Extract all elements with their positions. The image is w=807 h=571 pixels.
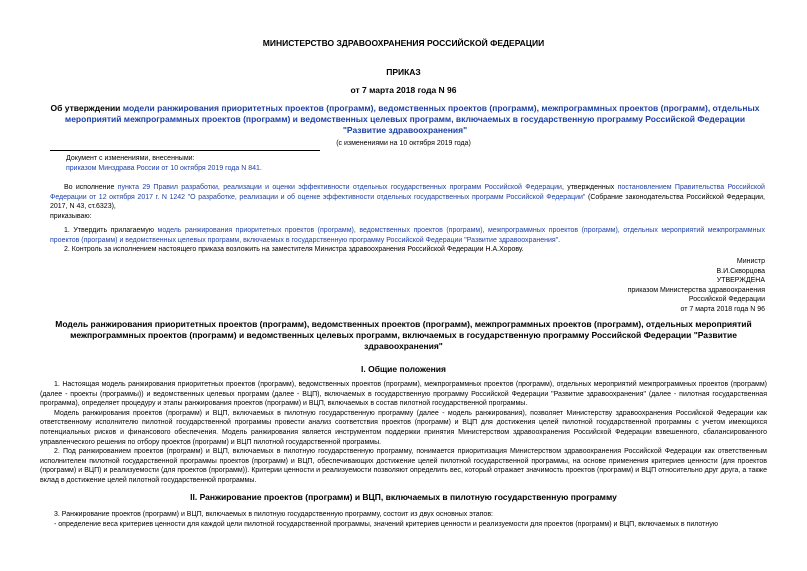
section2-body <box>40 510 767 529</box>
ministry-title: МИНИСТЕРСТВО ЗДРАВООХРАНЕНИЯ РОССИЙСКОЙ ФЕДЕРАЦИИ <box>262 38 545 48</box>
signature-role: Министр <box>736 258 765 265</box>
preamble-decree-link[interactable]: постановлением Правительства Российской Федерации от 12 октября 2017 г. N 1242 "О разработке, реализации и об оценке эффективности отдельных государственных программ Российской Федерации" <box>50 184 765 201</box>
heading-link[interactable]: модели ранжирования приоритетных проектов (программ), ведомственных проектов (программ), межпрограммных проектов (программ), отдельных мероприятий межпрограммных проектов (программ) и ведомственных целевых программ, включаемых в государственную программу Российской Федерации "Развитие здравоохранения" <box>64 103 760 135</box>
signature-block <box>515 257 765 315</box>
section1-body <box>40 380 767 486</box>
section1-paragraph-1: 1. Настоящая модель ранжирования приоритетных проектов (программ), ведомственных проектов (программ), межпрограммных проектов (программ), отдельных мероприятий межпрограммных проектов (программ) (далее - проекты (программы)) и ведомственных целевых программ (далее - ВЦП), включаемых в государственную программу Российской Федерации "Развитие здравоохранения" (далее - пилотная государственная программа), определяет процедуру и этапы ранжирования проектов (программ) и ВЦП, включаемых в состав пилотной государственной программы. <box>40 381 767 408</box>
preamble <box>50 183 765 221</box>
approved-by-3: от 7 марта 2018 года N 96 <box>680 305 765 313</box>
preamble-text-3: (Собрание законодательства Российской Федерации, 2017, N 43, ст.6323), <box>50 193 766 211</box>
section1-paragraph-3: 2. Под ранжированием проектов (программ) и ВЦП, включаемых в пилотную государственную программу, понимается приоритизация Министерством здравоохранения Российской Федерации как ответственным исполнителем пилотной государственной программы проектов (программ) и ВЦП, обеспечивающих достижение целей пилотной государственной программы, на основе применения критериев ценности (для проектов (программ) и ВЦП) и реализуемости (для проектов (программ)). Критерии ценности и реализуемости позволяют определить вес, который отражает значимость проектов (программ) и ВЦП относительно друг друга, а также вклад в достижение целей пилотной государственной программы. <box>40 448 767 484</box>
item1-model-link[interactable]: модель ранжирования приоритетных проектов (программ), ведомственных проектов (программ), межпрограммных проектов (программ), отдельных мероприятий межпрограммных проектов (программ) и ведомственных целевых программ, включаемых в государственную программу Российской Федерации "Развитие здравоохранения" <box>50 227 765 244</box>
section2-title: II. Ранжирование проектов (программ) и ВЦП, включаемых в пилотную государственную программу <box>190 492 617 502</box>
signature-name: В.И.Скворцова <box>716 267 765 275</box>
approved-label: УТВЕРЖДЕНА <box>716 277 765 285</box>
section2-paragraph-1: 3. Ранжирование проектов (программ) и ВЦП, включаемых в пилотную государственную программу, состоит из двух основных этапов: <box>54 511 493 518</box>
changes-note: (с изменениями на 10 октября 2019 года) <box>336 140 471 147</box>
item1-suffix: . <box>558 236 561 244</box>
docnote-amendment-link[interactable]: приказом Минздрава России от 10 октября 2019 года N 841. <box>66 164 262 172</box>
item1-prefix: 1. Утвердить прилагаемую <box>64 227 154 234</box>
preamble-text-2: , утвержденных <box>561 184 615 191</box>
section1-title: I. Общие положения <box>361 364 446 374</box>
docnote-line1: Документ с изменениями, внесенными: <box>66 155 195 162</box>
approved-by-2: Российской Федерации <box>688 296 765 304</box>
heading-prefix: Об утверждении <box>50 103 121 113</box>
section2-paragraph-2: - определение веса критериев ценности для каждой цели пилотной государственной программы, значений критериев ценности и реализуемости для проектов (программ) и ВЦП, включаемых в пилотную <box>54 520 718 528</box>
document-note <box>66 154 262 173</box>
divider <box>50 150 320 151</box>
model-title: Модель ранжирования приоритетных проектов (программ), ведомственных проектов (программ), межпрограммных проектов (программ), отдельных мероприятий межпрограммных проектов (программ) и ведомственных целевых программ, включаемых в государственную программу Российской Федерации "Развитие здравоохранения" <box>55 319 752 351</box>
approved-by-1: приказом Министерства здравоохранения <box>627 286 765 294</box>
section1-paragraph-2: Модель ранжирования проектов (программ) и ВЦП, включаемых в пилотную государственную программу (далее - модель ранжирования), позволяет Министерству здравоохранения Российской Федерации как ответственному исполнителю пилотной государственной программы провести анализ соответствия проектов (программ) и ВЦП для достижения целей пилотной государственной программы с учетом имеющихся потенциальных рисков и финансового обеспечения. Модель ранжирования является инструментом поддержки принятия Министерством здравоохранения Российской Федерации взвешенного, сбалансированного управленческого решения по отбору проектов (программ) и ВЦП пилотной государственной программы. <box>40 409 767 446</box>
preamble-text-1: Во исполнение <box>64 184 115 191</box>
order-word: приказываю: <box>50 212 92 220</box>
order-title: ПРИКАЗ <box>386 67 421 77</box>
item2: 2. Контроль за исполнением настоящего приказа возложить на заместителя Министра здравоохранения Российской Федерации Н.А.Хорову. <box>64 246 524 254</box>
order-heading <box>45 103 765 136</box>
order-date: от 7 марта 2018 года N 96 <box>350 85 457 95</box>
order-items <box>50 226 765 255</box>
preamble-rules-link[interactable]: пункта 29 Правил разработки, реализации и оценки эффективности отдельных государственных программ Российской Федерации <box>117 184 562 191</box>
